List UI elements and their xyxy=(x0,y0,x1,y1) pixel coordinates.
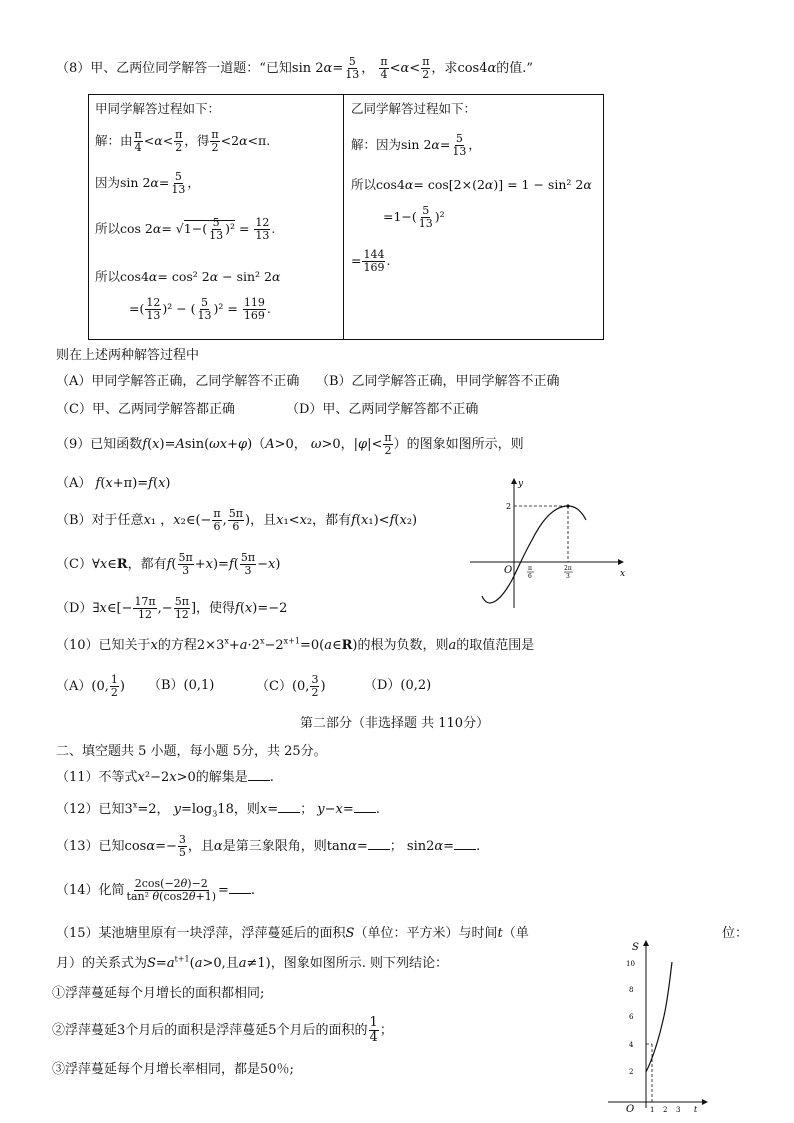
q10-option-c: （C）(0, $\frac{3}{2}$ ) xyxy=(256,673,326,699)
jia-title: 甲同学解答过程如下： xyxy=(95,101,221,116)
y-tick-2: 2 xyxy=(506,502,512,511)
q15-conclusion-1: ①浮萍蔓延每个月增长的面积都相同; xyxy=(52,986,265,1001)
jia-line-5: =( $\frac{12}{13}$ )² − ( $\frac{5}{13}$ )² = $\frac{119}{169}$ . xyxy=(129,296,271,322)
yi-line-2: 所以cos4α= cos[2×(2α)] = 1 − sin² 2α xyxy=(351,177,592,192)
s-axis-arrow xyxy=(643,940,649,946)
jia-line-2: 因为sin 2α= $\frac{5}{13}$ ， xyxy=(95,170,200,196)
x-tick-pi6-num: π xyxy=(528,565,532,572)
q15-exponential-graph xyxy=(606,938,710,1116)
q15-line-1-end: 位： xyxy=(722,926,749,941)
q8-prompt: 则在上述两种解答过程中 xyxy=(56,348,200,363)
solution-table xyxy=(88,94,604,340)
q11: （11）不等式x²−2x>0的解集是 . xyxy=(56,770,274,785)
x-tick-2pi3-num: 2π xyxy=(564,565,572,572)
section2-heading: 二、填空题共 5 小题，每小题 5分，共 25分。 xyxy=(56,744,327,759)
q8-option-c: （C）甲、乙两同学解答都正确 xyxy=(56,402,235,417)
s-tick-10: 10 xyxy=(626,960,635,968)
q8-option-d: （D）甲、乙两同学解答都不正确 xyxy=(286,402,479,417)
t-axis-label: t xyxy=(694,1105,698,1114)
q10-stem: （10）已知关于x的方程$2\times 3^x+a\cdot 2^x-2^{x+1}=0(a\in R)$的根为负数，则a的取值范围是 xyxy=(56,636,535,653)
s-axis-label: S xyxy=(632,942,639,953)
q9-stem: （9）已知函数f(x)=Asin(ωx+φ)（A>0， ω>0，|φ|< $\frac{\pi}{2}$ ）的图象如图所示，则 xyxy=(56,431,524,457)
q12: （12）已知$3^x=2$， $y=\log_318$，则x= ； y−x= . xyxy=(56,800,380,819)
q9-sine-graph xyxy=(468,476,628,612)
x-axis-label: x xyxy=(620,569,626,579)
s-tick-2: 2 xyxy=(629,1068,634,1076)
q13: （13）已知cosα=− $\frac{3}{5}$ ，且α是第三象限角，则tanα= ； sin2α= . xyxy=(56,833,481,859)
q9-option-d: （D）∃x∈[− $\frac{17\pi}{12}$ ,− $\frac{5\pi}{12}$ ]，使得f(x)=−2 xyxy=(56,595,288,621)
jia-line-1: 解：由 $\frac{\pi}{4}$ <α< $\frac{\pi}{2}$ ，得 $\frac{\pi}{2}$ <2α<π. xyxy=(95,128,271,154)
jia-line-4: 所以cos4α= cos² 2α − sin² 2α xyxy=(95,269,281,284)
q15-line-2: 月）的关系式为$S=a^{t+1}(a>0$,且a≠1)，图象如图所示. 则下列结论： xyxy=(56,954,449,971)
origin-label: O xyxy=(504,565,513,576)
q9-option-b: （B）对于任意x₁ ，x₂∈(− $\frac{\pi}{6}$ , $\frac{5\pi}{6}$ )，且x₁<x₂，都有f(x₁)<f(x₂) xyxy=(56,507,418,533)
t-tick-1: 1 xyxy=(650,1106,655,1114)
q10-option-a: （A）(0, $\frac{1}{2}$ ) xyxy=(56,673,125,699)
q8-stem: （8）甲、乙两位同学解答一道题：“已知sin 2α= $\frac{5}{13}$ ， $\frac{\pi}{4}$ <α< $\frac{\pi}{2}$ ，求cos4α的值.” xyxy=(56,55,534,81)
q8-option-b: （B）乙同学解答正确，甲同学解答不正确 xyxy=(316,374,560,389)
s-tick-8: 8 xyxy=(629,986,634,994)
origin-label: O xyxy=(626,1104,635,1115)
s-tick-4: 4 xyxy=(629,1041,634,1049)
t-tick-3: 3 xyxy=(676,1106,681,1114)
q15-line-1: （15）某池塘里原有一块浮萍，浮萍蔓延后的面积S（单位：平方米）与时间t（单 xyxy=(56,926,529,941)
t-axis-arrow xyxy=(702,1099,708,1105)
yi-line-4: = $\frac{144}{169}$ . xyxy=(351,248,391,274)
s-tick-6: 6 xyxy=(629,1013,634,1021)
x-tick-pi6-den: 6 xyxy=(528,573,532,580)
exponential-curve xyxy=(646,962,672,1072)
yi-line-1: 解：因为sin 2α= $\frac{5}{13}$ ， xyxy=(351,132,481,158)
t-tick-2: 2 xyxy=(663,1106,668,1114)
sine-curve xyxy=(482,506,586,603)
yi-line-3: =1−( $\frac{5}{13}$ )² xyxy=(383,204,445,230)
q10-option-b: （B）(0,1) xyxy=(148,678,215,693)
y-axis-label: y xyxy=(518,479,524,489)
q9-option-a: （A） f(x+π)=f(x) xyxy=(56,476,171,491)
q14: （14）化简 $\frac{2\cos(-2\theta)-2}{\text{tan² θ(cos2θ+1)}}$ = . xyxy=(56,877,256,903)
part2-heading: 第二部分（非选择题 共 110分） xyxy=(300,716,490,731)
q8-option-a: （A）甲同学解答正确，乙同学解答不正确 xyxy=(56,374,300,389)
y-axis-arrow xyxy=(511,478,517,484)
q10-option-d: （D）(0,2) xyxy=(364,678,432,693)
q15-conclusion-3: ③浮萍蔓延每个月增长率相同，都是50％; xyxy=(52,1062,294,1077)
table-divider xyxy=(343,95,344,339)
jia-line-3: 所以cos 2α= √1−( $\frac{5}{13}$ )² = $\frac{12}{13}$ . xyxy=(95,216,276,242)
yi-title: 乙同学解答过程如下： xyxy=(351,101,477,116)
q15-conclusion-2: ②浮萍蔓延3个月后的面积是浮萍蔓延5个月后的面积的 $\frac{1}{4}$ ； xyxy=(52,1015,393,1045)
q9-option-c: （C）∀x∈R，都有f( $\frac{5\pi}{3}$ +x)=f( $\frac{5\pi}{3}$ −x) xyxy=(56,551,281,577)
x-axis-arrow xyxy=(618,559,624,565)
x-tick-2pi3-den: 3 xyxy=(566,573,570,580)
